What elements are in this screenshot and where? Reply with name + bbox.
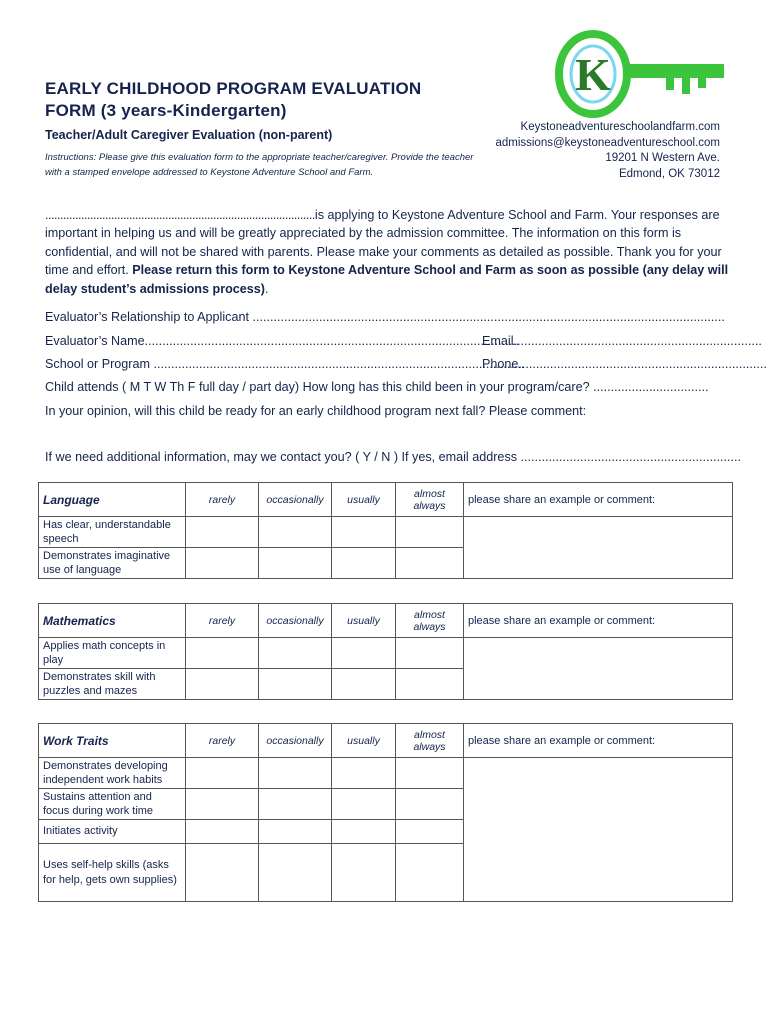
rating-cell[interactable] (259, 638, 332, 669)
phone-field[interactable]: Phone....................................................................... (482, 357, 767, 371)
section-title: Work Traits (39, 724, 186, 758)
work-traits-table (38, 723, 733, 902)
contact-permission-field[interactable]: If we need additional information, may we contact you? ( Y / N ) If yes, email address ............................................................... (45, 450, 741, 464)
rating-almost-always: almost always (396, 483, 464, 517)
intro-bold: Please return this form to Keystone Adventure School and Farm as soon as possible (any delay will delay student’s admissions process) (45, 263, 729, 296)
rating-cell[interactable] (332, 669, 396, 700)
intro-end: . (265, 281, 269, 296)
rating-cell[interactable] (332, 517, 396, 548)
comment-cell[interactable] (464, 758, 733, 902)
rating-cell[interactable] (396, 517, 464, 548)
rating-cell[interactable] (332, 820, 396, 844)
rating-cell[interactable] (259, 669, 332, 700)
rating-cell[interactable] (259, 758, 332, 789)
rating-rarely: rarely (186, 604, 259, 638)
rating-cell[interactable] (396, 758, 464, 789)
rating-cell[interactable] (332, 638, 396, 669)
contact-website: Keystoneadventureschoolandfarm.com (520, 121, 720, 133)
rating-cell[interactable] (186, 844, 259, 902)
rating-cell[interactable] (186, 789, 259, 820)
rating-cell[interactable] (332, 548, 396, 579)
rating-cell[interactable] (186, 548, 259, 579)
form-title-line1: EARLY CHILDHOOD PROGRAM EVALUATION (45, 79, 422, 98)
comment-cell[interactable] (464, 638, 733, 700)
rating-usually: usually (332, 604, 396, 638)
school-field[interactable]: School or Program .......................................................................................................... (45, 357, 525, 371)
email-field[interactable]: Email....................................................................... (482, 334, 762, 348)
contact-city: Edmond, OK 73012 (618, 167, 720, 180)
comment-header: please share an example or comment: (464, 604, 733, 638)
item-label: Uses self-help skills (asks for help, gets own supplies) (39, 844, 186, 902)
rating-cell[interactable] (186, 638, 259, 669)
rating-cell[interactable] (186, 517, 259, 548)
rating-usually: usually (332, 724, 396, 758)
applying-text: is applying to Keystone Adventure School and Farm. (314, 208, 608, 222)
contact-street: 19201 N Western Ave. (605, 152, 720, 164)
comment-header: please share an example or comment: (464, 724, 733, 758)
rating-cell[interactable] (396, 669, 464, 700)
rating-cell[interactable] (396, 638, 464, 669)
item-label: Demonstrates imaginative use of language (39, 548, 186, 579)
item-label: Has clear, understandable speech (39, 517, 186, 548)
rating-rarely: rarely (186, 483, 259, 517)
rating-cell[interactable] (396, 789, 464, 820)
rating-cell[interactable] (259, 517, 332, 548)
section-title: Language (39, 483, 186, 517)
readiness-question: In your opinion, will this child be ready for an early childhood program next fall? Please comment: (45, 404, 587, 418)
logo-letter: K (575, 49, 611, 100)
rating-cell[interactable] (332, 844, 396, 902)
evaluator-name-field[interactable]: Evaluator’s Name........................................................................................................... (45, 334, 520, 348)
rating-cell[interactable] (259, 789, 332, 820)
intro-paragraph (45, 206, 735, 298)
rating-cell[interactable] (186, 669, 259, 700)
rating-cell[interactable] (396, 820, 464, 844)
rating-cell[interactable] (259, 844, 332, 902)
item-label: Demonstrates skill with puzzles and mazes (39, 669, 186, 700)
rating-usually: usually (332, 483, 396, 517)
item-label: Demonstrates developing independent work habits (39, 758, 186, 789)
instructions: Instructions: Please give this evaluation form to the appropriate teacher/caregiver. Provide the teacher with a stamped envelope addressed to Keystone Adventure School and Farm. (45, 152, 474, 178)
school-logo (548, 28, 728, 120)
rating-almost-always: almost always (396, 604, 464, 638)
rating-cell[interactable] (396, 548, 464, 579)
rating-cell[interactable] (186, 820, 259, 844)
relationship-field[interactable]: Evaluator’s Relationship to Applicant ....................................................................................................................................... (45, 310, 725, 324)
item-label: Applies math concepts in play (39, 638, 186, 669)
contact-email: admissions@keystoneadventureschool.com (495, 136, 720, 149)
rating-occasionally: occasionally (259, 483, 332, 517)
mathematics-table (38, 603, 733, 700)
rating-cell[interactable] (332, 758, 396, 789)
rating-rarely: rarely (186, 724, 259, 758)
language-table (38, 482, 733, 579)
attendance-field[interactable]: Child attends ( M T W Th F full day / part day) How long has this child been in your program/care? ................................. (45, 380, 709, 394)
rating-cell[interactable] (259, 548, 332, 579)
rating-occasionally: occasionally (259, 604, 332, 638)
comment-header: please share an example or comment: (464, 483, 733, 517)
form-subtitle: Teacher/Adult Caregiver Evaluation (non-parent) (45, 128, 333, 142)
rating-almost-always: almost always (396, 724, 464, 758)
form-title-line2: FORM (3 years-Kindergarten) (45, 101, 287, 120)
form-title (45, 78, 421, 122)
comment-cell[interactable] (464, 517, 733, 579)
intro-body: Your responses are important in helping us and will be greatly appreciated by the admission committee. The information on this form is confidential, and will not be shared with parents. Please make your comments as detailed as possible. Thank you for your time and effort. (45, 208, 722, 278)
section-title: Mathematics (39, 604, 186, 638)
rating-cell[interactable] (186, 758, 259, 789)
rating-cell[interactable] (332, 789, 396, 820)
item-label: Sustains attention and focus during work time (39, 789, 186, 820)
rating-occasionally: occasionally (259, 724, 332, 758)
rating-cell[interactable] (259, 820, 332, 844)
applicant-name-field[interactable]: .......................................................................................... (45, 208, 315, 222)
item-label: Initiates activity (39, 820, 186, 844)
contact-block (495, 120, 720, 182)
rating-cell[interactable] (396, 844, 464, 902)
